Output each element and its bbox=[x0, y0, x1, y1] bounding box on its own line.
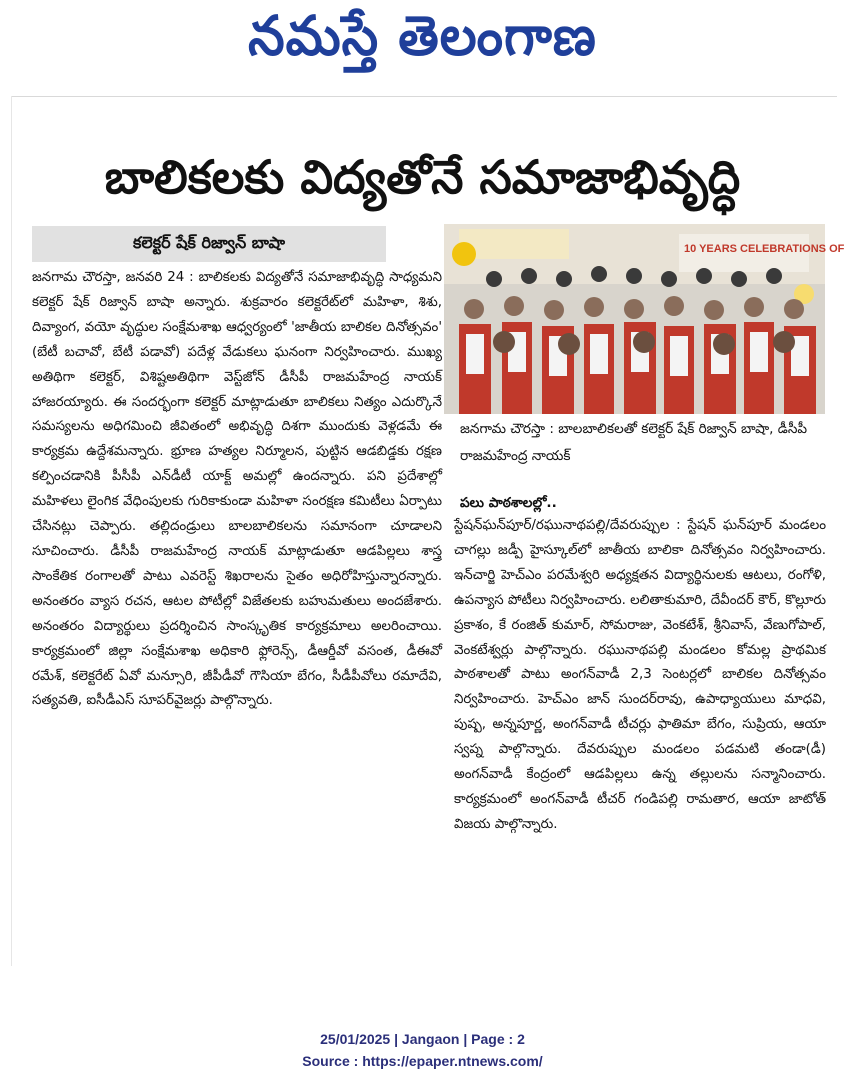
top-divider bbox=[11, 96, 837, 97]
article-body-left bbox=[32, 266, 442, 966]
body-paragraph-left: జనగామ చౌరస్తా, జనవరి 24 : బాలికలకు విద్యతోనే సమాజాభివృద్ధి సాధ్యమని కలెక్టర్ షేక్ రిజ్వాన్ బాషా అన్నారు. శుక్రవారం కలెక్టరేట్‌లో మహిళా, శిశు, దివ్యాంగ, వయో వృద్ధుల సంక్షేమశాఖ ఆధ్వర్యంలో 'జాతీయ బాలికల దినోత్సవం' (బేటీ బచావో, బేటీ పడావో) పదేళ్ల వేడుకలు ఘనంగా నిర్వహించారు. ముఖ్య అతిథిగా కలెక్టర్, విశిష్టఅతిథిగా వెస్ట్‌జోన్ డీసీపీ రాజమహేంద్ర నాయక్ హాజరయ్యారు. ఈ సందర్భంగా కలెక్టర్ మాట్లాడుతూ బాలికలు నిత్యం ఎదుర్కొనే సమస్యలను అధిగమించి జీవితంలో అభివృద్ధి దిశగా ముందుకు వెళ్లడమే ఈ కార్యక్రమ ఉద్దేశమన్నారు. భ్రూణ హత్యల నిర్మూలన, పుట్టిన ఆడబిడ్డకు రక్షణ కల్పించడానికి పీసీపీ ఎన్‌డీటీ యాక్ట్ అమల్లో ఉందన్నారు. పని ప్రదేశాల్లో మహిళలు లైంగిక వేధింపులకు గురికాకుండా మహిళా సంరక్షణ కమిటీలు ఏర్పాటు చేసినట్లు చెప్పారు. తల్లిదండ్రులు బాలబాలికలను సమానంగా చూడాలని సూచించారు. డీసీపీ రాజమహేంద్ర నాయక్ మాట్లాడుతూ ఆడపిల్లలు శాస్త్ర సాంకేతిక రంగాలతో పాటు ఎవరెస్ట్ శిఖరాలను సైతం అధిరోహిస్తున్నారన్నారు. అనంతరం వ్యాస రచన, ఆటల పోటీల్లో విజేతలకు బహుమతులు అందజేశారు. అనంతరం విద్యార్థులు ప్రదర్శించిన సాంస్కృతిక కార్యక్రమాలు అలరించాయి. కార్యక్రమంలో జిల్లా సంక్షేమశాఖ అధికారి ఫ్లోరెన్స్, డీఆర్డీవో వసంత, డీఈవో రమేశ్, కలెక్టరేట్ ఏవో మన్సూరి, జీపీడీవో గౌసియా బేగం, సీడీపీవోలు రమాదేవి, సత్యవతి, ఐసీడీఎస్ సూపర్‌వైజర్లు పాల్గొన్నారు. bbox=[32, 270, 442, 709]
right-subhead: పలు పాఠశాలల్లో.. bbox=[460, 495, 557, 511]
page-footer bbox=[0, 1028, 845, 1072]
byline-text: కలెక్టర్ షేక్ రిజ్వాన్ బాషా bbox=[133, 232, 285, 252]
newspaper-logo: నమస్తే తెలంగాణ bbox=[248, 4, 597, 68]
article-headline: బాలికలకు విద్యతోనే సమాజాభివృద్ధి bbox=[104, 150, 741, 204]
masthead bbox=[0, 0, 845, 86]
byline-box bbox=[32, 226, 386, 262]
footer-source-line: Source : https://epaper.ntnews.com/ bbox=[302, 1053, 543, 1069]
news-photo bbox=[444, 224, 845, 414]
body-paragraph-right: స్టేషన్‌ఘన్‌పూర్/రఘునాథపల్లి/దేవరుప్పుల : స్టేషన్ ఘన్‌పూర్ మండలం చాగల్లు జడ్పీ హైస్కూల్‌లో జాతీయ బాలికా దినోత్సవం నిర్వహించారు. ఇన్‌చార్జి హెచ్‌ఎం పరమేశ్వరి అధ్యక్షతన విద్యార్థినులకు ఆటలు, రంగోళి, ఉపన్యాస పోటీలు నిర్వహించారు. లలితాకుమారి, దేవీందర్ కౌర్, కొల్లూరు ప్రకాశం, కే రంజిత్ కుమార్, సోమరాజు, వెంకటేశ్, శ్రీనివాస్, వేణుగోపాల్, వెంకటేశ్వర్లు పాల్గొన్నారు. రఘునాథపల్లి మండలం కోమల్ల ప్రాథమిక పాఠశాలతో పాటు అంగన్‌వాడీ 2,3 సెంటర్లలో బాలికల దినోత్సవం నిర్వహించారు. హెచ్‌ఎం జాన్ సుందర్‌రావు, ఉపాధ్యాయులు మాధవి, పుష్ప, అన్నపూర్ణ, అంగన్‌వాడీ టీచర్లు ఫాతిమా బేగం, సుప్రియ, ఆయా స్వప్న పాల్గొన్నారు. దేవరుప్పుల మండలం పడమటి తండా(డీ) అంగన్‌వాడీ కేంద్రంలో ఆడపిల్లలు ఉన్న తల్లులను సన్మానించారు. కార్యక్రమంలో అంగన్‌వాడీ టీచర్ గండిపల్లి రామతార, ఆయా జాటోత్ విజయ పాల్గొన్నారు. bbox=[454, 518, 826, 832]
footer-date-line: 25/01/2025 | Jangaon | Page : 2 bbox=[320, 1031, 525, 1047]
photo-illustration bbox=[444, 224, 845, 414]
article-body-right bbox=[454, 514, 826, 969]
left-border bbox=[11, 96, 12, 966]
photo-banner-text: 10 YEARS CELEBRATIONS OF bbox=[684, 243, 845, 255]
photo-caption: జనగామ చౌరస్తా : బాలబాలికలతో కలెక్టర్ షేక్ రిజ్వాన్ బాషా, డీసీపీ రాజమహేంద్ర నాయక్ bbox=[460, 421, 808, 464]
